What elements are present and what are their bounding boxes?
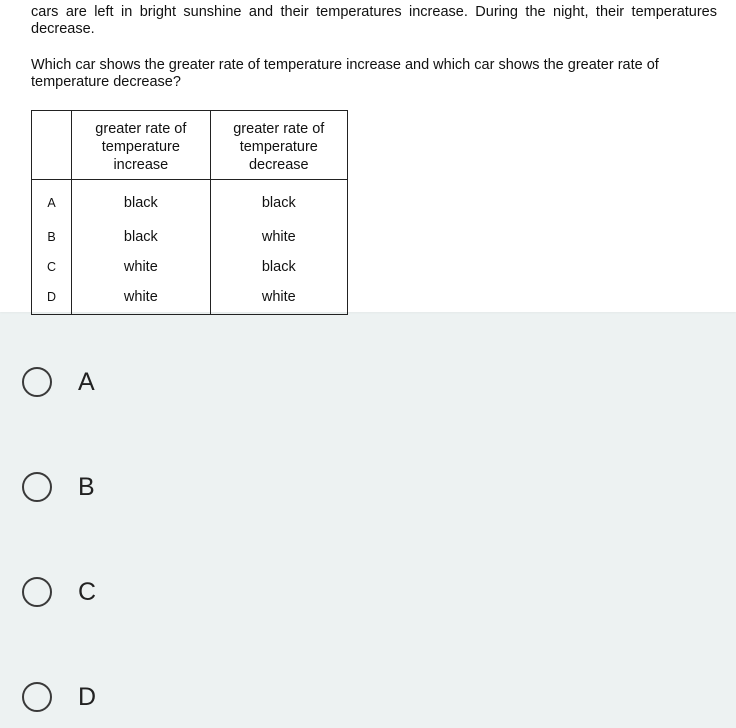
question-prompt-text: Which car shows the greater rate of temperature increase and which car shows the greater rate of temperature decrease?: [31, 57, 659, 90]
option-a[interactable]: [22, 362, 95, 402]
answer-table: [31, 110, 348, 315]
radio-c[interactable]: [22, 577, 52, 607]
table-header-row: [32, 111, 348, 180]
row-decrease-value: black: [210, 252, 347, 282]
row-increase-value: black: [72, 180, 210, 223]
table-header-decrease: [210, 111, 347, 180]
header-decrease-line-3: decrease: [248, 157, 309, 173]
option-a-label: A: [78, 368, 95, 396]
table-row: [32, 252, 348, 282]
option-b[interactable]: [22, 467, 95, 507]
header-decrease-line-1: greater rate of: [233, 121, 325, 137]
row-letter: C: [32, 252, 72, 282]
radio-d[interactable]: [22, 682, 52, 712]
row-letter: D: [32, 282, 72, 315]
question-intro-text: cars are left in bright sunshine and their temperatures increase. During the night, their temperatures decrease.: [31, 4, 717, 37]
header-increase-line-1: greater rate of: [95, 121, 187, 137]
row-letter: A: [32, 180, 72, 223]
row-increase-value: black: [72, 222, 210, 252]
option-d[interactable]: [22, 677, 96, 717]
radio-a[interactable]: [22, 367, 52, 397]
question-card: [0, 0, 736, 312]
row-decrease-value: white: [210, 222, 347, 252]
option-d-label: D: [78, 683, 97, 711]
header-decrease-line-2: temperature: [239, 139, 318, 155]
header-increase-line-2: temperature: [101, 139, 180, 155]
row-letter: B: [32, 222, 72, 252]
header-increase-line-3: increase: [113, 157, 169, 173]
radio-b[interactable]: [22, 472, 52, 502]
table-row: [32, 282, 348, 315]
option-b-label: B: [78, 473, 95, 501]
option-c[interactable]: [22, 572, 96, 612]
row-increase-value: white: [72, 252, 210, 282]
table-row: [32, 222, 348, 252]
row-decrease-value: black: [210, 180, 347, 223]
row-decrease-value: white: [210, 282, 347, 315]
option-c-label: C: [78, 578, 97, 606]
table-header-empty: [32, 111, 72, 180]
row-increase-value: white: [72, 282, 210, 315]
table-header-increase: [72, 111, 210, 180]
table-row: [32, 180, 348, 223]
